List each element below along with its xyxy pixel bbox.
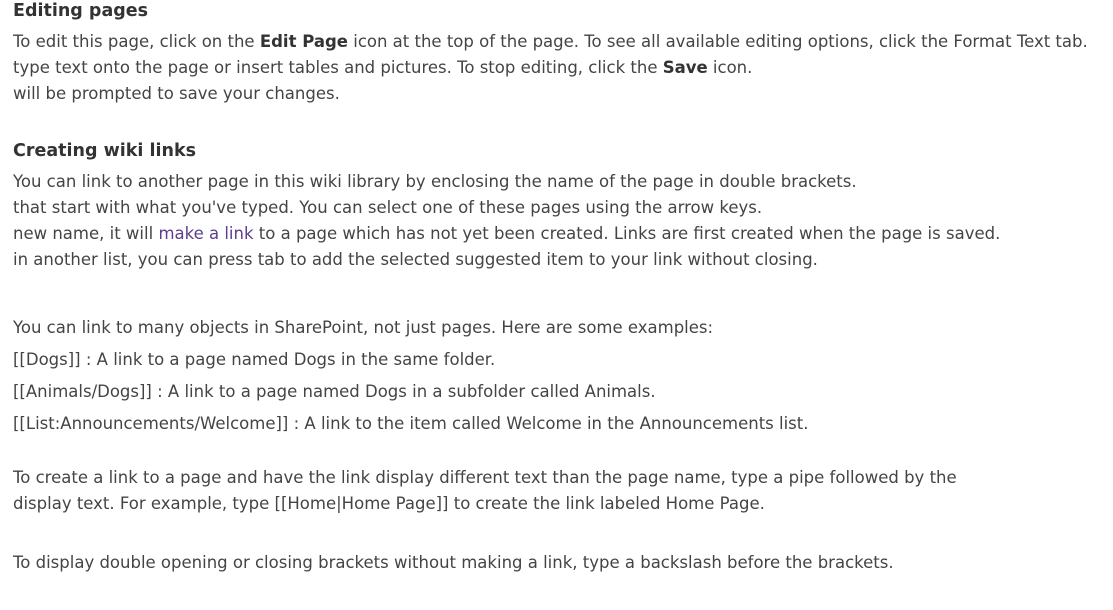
creating-wiki-links-heading: Creating wiki links bbox=[13, 141, 196, 161]
save-label: Save bbox=[662, 58, 708, 77]
editing-line-2 bbox=[13, 55, 1088, 81]
editing-pages-section bbox=[13, 0, 1088, 107]
make-a-link-link[interactable]: make a link bbox=[158, 224, 254, 243]
link-objects-paragraph bbox=[13, 312, 809, 440]
brackets-line-1: To display double opening or closing brackets without making a link, type a backslash before the brackets. bbox=[13, 553, 894, 572]
objects-example-animals-dogs: [[Animals/Dogs]] : A link to a page named Dogs in a subfolder called Animals. bbox=[13, 382, 656, 401]
editing-line-2-text: type text onto the page or insert tables and pictures. To stop editing, click the bbox=[13, 58, 663, 77]
links-line-3-text: new name, it will bbox=[13, 224, 159, 243]
objects-intro: You can link to many objects in SharePoint, not just pages. Here are some examples: bbox=[13, 318, 714, 337]
editing-line-1 bbox=[13, 29, 1088, 55]
editing-line-1-text: To edit this page, click on the bbox=[13, 32, 260, 51]
editing-pages-heading: Editing pages bbox=[13, 1, 149, 21]
links-line-1: You can link to another page in this wiki library by enclosing the name of the page in double brackets. bbox=[13, 172, 857, 191]
objects-example-dogs: [[Dogs]] : A link to a page named Dogs in the same folder. bbox=[13, 350, 496, 369]
edit-page-label: Edit Page bbox=[259, 32, 348, 51]
links-line-4: in another list, you can press tab to add the selected suggested item to your link without closing. bbox=[13, 250, 818, 269]
display-line-2: display text. For example, type [[Home|Home Page]] to create the link labeled Home Page. bbox=[13, 494, 765, 513]
display-line-1: To create a link to a page and have the link display different text than the page name, type a pipe followed by the bbox=[13, 468, 957, 487]
links-line-3 bbox=[13, 221, 1000, 247]
editing-line-1-rest: icon at the top of the page. To see all available editing options, click the Format Text tab. bbox=[347, 32, 1088, 51]
links-line-2: that start with what you've typed. You can select one of these pages using the arrow keys. bbox=[13, 198, 763, 217]
editing-line-3: will be prompted to save your changes. bbox=[13, 84, 340, 103]
objects-example-announcements: [[List:Announcements/Welcome]] : A link to the item called Welcome in the Announcements list. bbox=[13, 414, 809, 433]
links-line-3-rest: to a page which has not yet been created. Links are first created when the page is saved. bbox=[253, 224, 1001, 243]
editing-line-2-rest: icon. bbox=[707, 58, 753, 77]
display-text-paragraph bbox=[13, 465, 957, 517]
brackets-paragraph bbox=[13, 550, 894, 576]
creating-wiki-links-section bbox=[13, 140, 1000, 273]
